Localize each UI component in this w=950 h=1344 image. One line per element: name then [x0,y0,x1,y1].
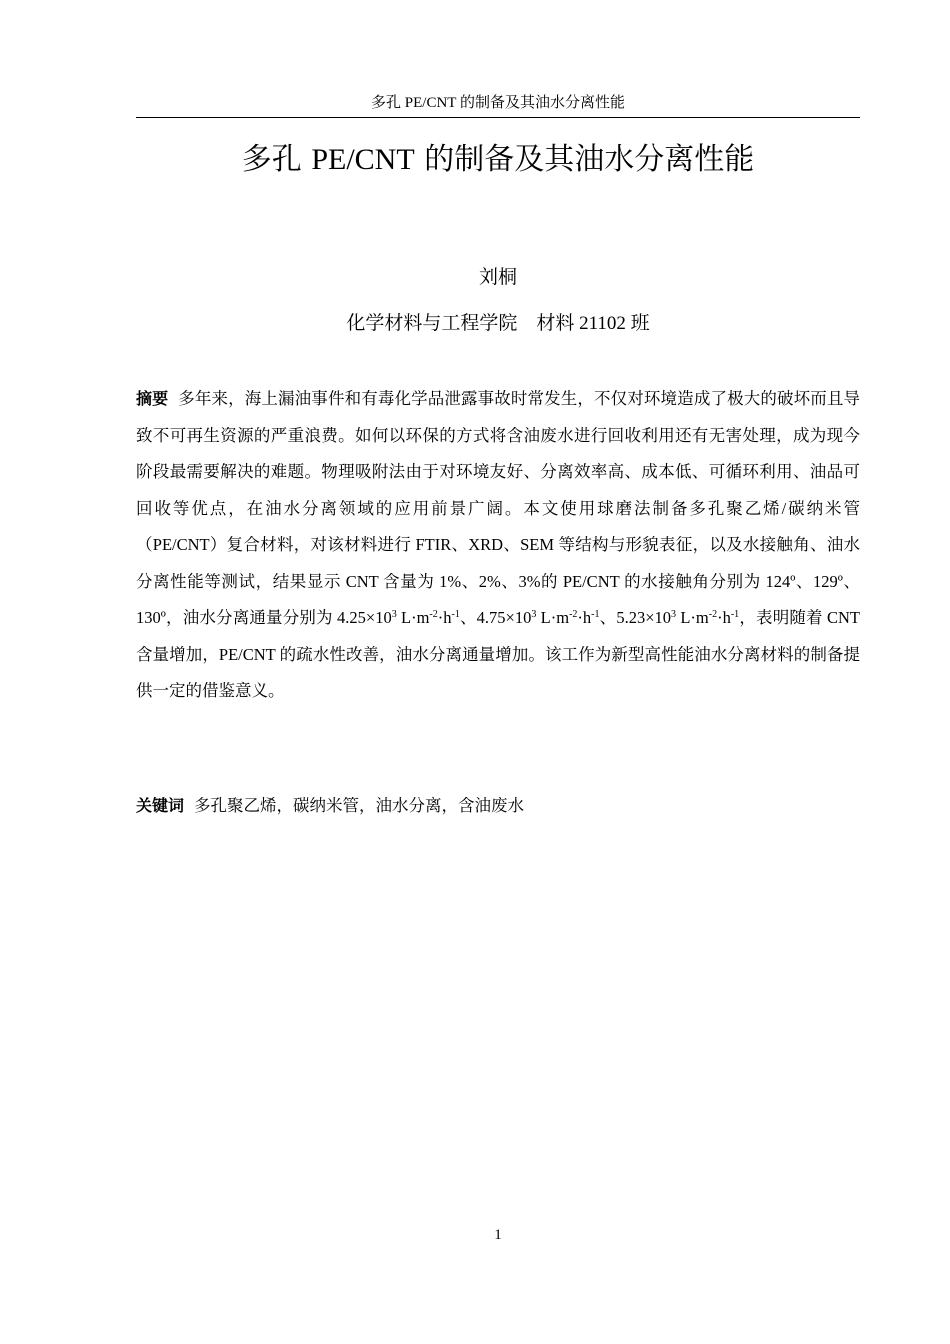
abstract-text-2: ，表明随着 CNT 含量增加，PE/CNT 的疏水性改善，油水分离通量增加。该工作为新型高性能油水分离材料的制备提供一定的借鉴意义。 [136,608,860,700]
unit-text: ·h [437,608,452,627]
superscript: 3 [671,609,677,620]
title-part-2: PE/CNT [311,143,415,176]
separator-text: 、4.75×10 [459,608,532,627]
separator-text: 、5.23×10 [599,608,672,627]
superscript: -2 [708,609,718,620]
unit-text: ·h [717,608,731,627]
superscript: 3 [391,609,397,620]
superscript: -1 [730,609,740,620]
unit-text: L·m [396,608,430,627]
abstract-label: 摘要 [136,389,169,408]
superscript: -1 [451,609,460,620]
superscript: 3 [531,609,537,620]
superscript: -1 [591,609,600,620]
abstract [136,381,860,710]
abstract-text-1: 多年来，海上漏油事件和有毒化学品泄露事故时常发生，不仅对环境造成了极大的破坏而且导致不可再生资源的严重浪费。如何以环保的方式将含油废水进行回收利用还有无害处理，成为现今阶段最需要解决的难题。物理吸附法由于对环境友好、分离效率高、成本低、可循环利用、油品可回收等优点，在油水分离领域的应用前景广阔。本文使用球磨法制备多孔聚乙烯/碳纳米管（PE/CNT）复合材料，对该材料进行 FTIR、XRD、SEM 等结构与形貌表征，以及水接触角、油水分离性能等测试，结果显示 CNT 含量为 1%、2%、3%的 PE/CNT 的水接触角分别为 124º、129º、130º，油水分离通量分别为 4.25×10 [136,389,860,627]
superscript: -2 [569,609,578,620]
keywords-text: 多孔聚乙烯，碳纳米管，油水分离，含油废水 [194,796,525,815]
keywords-label: 关键词 [136,796,185,815]
title-part-3: 的制备及其油水分离性能 [414,142,755,177]
superscript: -2 [429,609,438,620]
paper-title [136,138,860,182]
affiliation: 化学材料与工程学院 材料 21102 班 [346,313,650,334]
title-part-1: 多孔 [241,142,312,177]
page-number: 1 [494,1227,502,1243]
keywords [136,788,860,824]
unit-text: L·m [676,608,709,627]
unit-text: L·m [536,608,570,627]
running-header: 多孔 PE/CNT 的制备及其油水分离性能 [371,95,625,111]
header-rule [136,117,860,118]
unit-text: ·h [577,608,592,627]
author: 刘桐 [478,267,517,288]
